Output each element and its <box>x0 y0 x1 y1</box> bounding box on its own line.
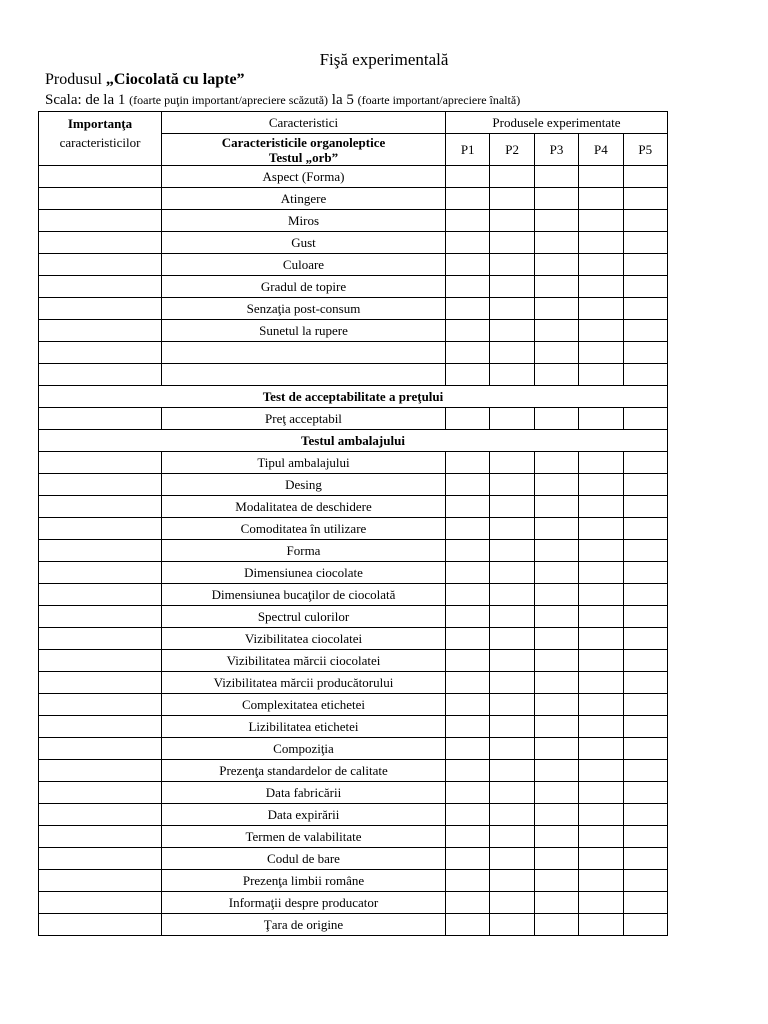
score-cell-p3[interactable] <box>534 166 578 188</box>
score-cell-p4[interactable] <box>579 826 623 848</box>
score-cell-p5[interactable] <box>623 562 667 584</box>
characteristic-label: Desing <box>162 474 446 496</box>
score-cell-p3[interactable] <box>534 628 578 650</box>
table-row <box>39 254 668 276</box>
score-cell-p2[interactable] <box>490 298 534 320</box>
importance-cell[interactable] <box>39 518 162 540</box>
score-cell-p4[interactable] <box>579 518 623 540</box>
score-cell-p5[interactable] <box>623 738 667 760</box>
score-cell-p3[interactable] <box>534 914 578 936</box>
score-cell-p4[interactable] <box>579 782 623 804</box>
score-cell-p4[interactable] <box>579 870 623 892</box>
score-cell-p1[interactable] <box>446 826 490 848</box>
score-cell-p5[interactable] <box>623 254 667 276</box>
characteristic-label: Miros <box>162 210 446 232</box>
score-cell-p1[interactable] <box>446 848 490 870</box>
table-row <box>39 914 668 936</box>
table-row <box>39 628 668 650</box>
importance-cell[interactable] <box>39 342 162 364</box>
table-row <box>39 342 668 364</box>
score-cell-p4[interactable] <box>579 188 623 210</box>
table-row <box>39 606 668 628</box>
score-cell-p5[interactable] <box>623 518 667 540</box>
price-section-row <box>39 386 668 408</box>
characteristic-label: Informaţii despre producator <box>162 892 446 914</box>
characteristic-label: Compoziţia <box>162 738 446 760</box>
score-cell-p5[interactable] <box>623 782 667 804</box>
characteristics-header: Caracteristici <box>162 112 446 134</box>
score-cell-p5[interactable] <box>623 342 667 364</box>
table-row <box>39 496 668 518</box>
score-cell-p1[interactable] <box>446 694 490 716</box>
importance-cell[interactable] <box>39 452 162 474</box>
score-cell-p2[interactable] <box>490 474 534 496</box>
score-cell-p1[interactable] <box>446 166 490 188</box>
score-cell-p4[interactable] <box>579 210 623 232</box>
characteristic-label: Atingere <box>162 188 446 210</box>
packaging-section-row <box>39 430 668 452</box>
table-row <box>39 298 668 320</box>
score-cell-p2[interactable] <box>490 518 534 540</box>
characteristic-label: Lizibilitatea etichetei <box>162 716 446 738</box>
score-cell-p1[interactable] <box>446 782 490 804</box>
importance-cell[interactable] <box>39 650 162 672</box>
evaluation-table-body <box>39 112 668 936</box>
score-cell-p5[interactable] <box>623 474 667 496</box>
importance-cell[interactable] <box>39 782 162 804</box>
score-cell-p2[interactable] <box>490 496 534 518</box>
table-row <box>39 584 668 606</box>
score-cell-p4[interactable] <box>579 628 623 650</box>
score-cell-p5[interactable] <box>623 540 667 562</box>
score-cell-p5[interactable] <box>623 804 667 826</box>
characteristic-label: Vizibilitatea mărcii ciocolatei <box>162 650 446 672</box>
score-cell-p3[interactable] <box>534 540 578 562</box>
score-cell-p3[interactable] <box>534 342 578 364</box>
importance-cell[interactable] <box>39 408 162 430</box>
score-cell-p5[interactable] <box>623 826 667 848</box>
table-row <box>39 232 668 254</box>
score-cell-p1[interactable] <box>446 188 490 210</box>
product-col-p2: P2 <box>490 134 534 166</box>
importance-cell[interactable] <box>39 716 162 738</box>
score-cell-p3[interactable] <box>534 276 578 298</box>
score-cell-p3[interactable] <box>534 298 578 320</box>
score-cell-p3[interactable] <box>534 782 578 804</box>
score-cell-p2[interactable] <box>490 760 534 782</box>
score-cell-p3[interactable] <box>534 584 578 606</box>
table-row <box>39 474 668 496</box>
importance-cell[interactable] <box>39 298 162 320</box>
score-cell-p2[interactable] <box>490 320 534 342</box>
score-cell-p1[interactable] <box>446 540 490 562</box>
table-row <box>39 870 668 892</box>
score-cell-p2[interactable] <box>490 254 534 276</box>
score-cell-p2[interactable] <box>490 716 534 738</box>
score-cell-p4[interactable] <box>579 716 623 738</box>
score-cell-p4[interactable] <box>579 738 623 760</box>
table-row <box>39 826 668 848</box>
score-cell-p1[interactable] <box>446 496 490 518</box>
score-cell-p5[interactable] <box>623 694 667 716</box>
score-cell-p5[interactable] <box>623 584 667 606</box>
score-cell-p1[interactable] <box>446 474 490 496</box>
product-name: „Ciocolată cu lapte” <box>105 71 245 88</box>
table-row <box>39 188 668 210</box>
importance-header-line2: caracteristicilor <box>59 135 141 150</box>
score-cell-p2[interactable] <box>490 694 534 716</box>
score-cell-p2[interactable] <box>490 188 534 210</box>
characteristic-label: Data expirării <box>162 804 446 826</box>
table-row <box>39 364 668 386</box>
score-cell-p2[interactable] <box>490 672 534 694</box>
score-cell-p5[interactable] <box>623 672 667 694</box>
score-cell-p1[interactable] <box>446 628 490 650</box>
score-cell-p4[interactable] <box>579 298 623 320</box>
score-cell-p5[interactable] <box>623 320 667 342</box>
score-cell-p2[interactable] <box>490 738 534 760</box>
score-cell-p2[interactable] <box>490 166 534 188</box>
score-cell-p1[interactable] <box>446 672 490 694</box>
score-cell-p3[interactable] <box>534 210 578 232</box>
table-row <box>39 782 668 804</box>
score-cell-p5[interactable] <box>623 848 667 870</box>
score-cell-p2[interactable] <box>490 276 534 298</box>
characteristic-label: Codul de bare <box>162 848 446 870</box>
score-cell-p4[interactable] <box>579 606 623 628</box>
characteristic-label: Gradul de topire <box>162 276 446 298</box>
score-cell-p4[interactable] <box>579 408 623 430</box>
score-cell-p4[interactable] <box>579 914 623 936</box>
score-cell-p5[interactable] <box>623 452 667 474</box>
score-cell-p2[interactable] <box>490 452 534 474</box>
table-row <box>39 848 668 870</box>
organoleptic-header <box>162 134 446 166</box>
score-cell-p4[interactable] <box>579 760 623 782</box>
table-row <box>39 562 668 584</box>
score-cell-p1[interactable] <box>446 562 490 584</box>
score-cell-p3[interactable] <box>534 694 578 716</box>
score-cell-p1[interactable] <box>446 760 490 782</box>
score-cell-p1[interactable] <box>446 518 490 540</box>
score-cell-p3[interactable] <box>534 562 578 584</box>
score-cell-p3[interactable] <box>534 892 578 914</box>
score-cell-p2[interactable] <box>490 826 534 848</box>
score-cell-p3[interactable] <box>534 518 578 540</box>
score-cell-p3[interactable] <box>534 738 578 760</box>
characteristic-label: Dimensiunea ciocolate <box>162 562 446 584</box>
score-cell-p5[interactable] <box>623 606 667 628</box>
characteristic-label <box>162 342 446 364</box>
table-row <box>39 276 668 298</box>
organoleptic-title: Caracteristicile organoleptice <box>221 135 386 150</box>
importance-cell[interactable] <box>39 914 162 936</box>
products-header: Produsele experimentate <box>446 112 668 134</box>
importance-cell[interactable] <box>39 848 162 870</box>
importance-cell[interactable] <box>39 166 162 188</box>
importance-cell[interactable] <box>39 254 162 276</box>
score-cell-p3[interactable] <box>534 760 578 782</box>
score-cell-p1[interactable] <box>446 210 490 232</box>
score-cell-p3[interactable] <box>534 188 578 210</box>
score-cell-p1[interactable] <box>446 342 490 364</box>
scale-line <box>45 92 520 109</box>
score-cell-p1[interactable] <box>446 408 490 430</box>
importance-cell[interactable] <box>39 694 162 716</box>
score-cell-p4[interactable] <box>579 650 623 672</box>
score-cell-p1[interactable] <box>446 892 490 914</box>
characteristic-label: Aspect (Forma) <box>162 166 446 188</box>
characteristic-label: Termen de valabilitate <box>162 826 446 848</box>
score-cell-p4[interactable] <box>579 452 623 474</box>
score-cell-p4[interactable] <box>579 320 623 342</box>
score-cell-p1[interactable] <box>446 232 490 254</box>
product-col-p5: P5 <box>623 134 667 166</box>
score-cell-p4[interactable] <box>579 254 623 276</box>
characteristic-label: Data fabricării <box>162 782 446 804</box>
score-cell-p3[interactable] <box>534 496 578 518</box>
importance-cell[interactable] <box>39 276 162 298</box>
score-cell-p1[interactable] <box>446 254 490 276</box>
score-cell-p5[interactable] <box>623 716 667 738</box>
characteristic-label: Forma <box>162 540 446 562</box>
score-cell-p4[interactable] <box>579 474 623 496</box>
importance-cell[interactable] <box>39 804 162 826</box>
importance-cell[interactable] <box>39 672 162 694</box>
score-cell-p4[interactable] <box>579 540 623 562</box>
score-cell-p2[interactable] <box>490 210 534 232</box>
scale-high-description: (foarte important/apreciere înaltă) <box>357 93 521 107</box>
score-cell-p5[interactable] <box>623 870 667 892</box>
score-cell-p3[interactable] <box>534 232 578 254</box>
score-cell-p5[interactable] <box>623 496 667 518</box>
importance-cell[interactable] <box>39 364 162 386</box>
importance-cell[interactable] <box>39 628 162 650</box>
score-cell-p4[interactable] <box>579 562 623 584</box>
score-cell-p1[interactable] <box>446 584 490 606</box>
scale-mid: la 5 <box>328 92 358 108</box>
characteristic-label: Vizibilitatea ciocolatei <box>162 628 446 650</box>
score-cell-p5[interactable] <box>623 188 667 210</box>
score-cell-p4[interactable] <box>579 584 623 606</box>
score-cell-p1[interactable] <box>446 804 490 826</box>
characteristic-label: Dimensiunea bucaţilor de ciocolată <box>162 584 446 606</box>
score-cell-p3[interactable] <box>534 320 578 342</box>
score-cell-p5[interactable] <box>623 760 667 782</box>
importance-cell[interactable] <box>39 232 162 254</box>
importance-cell[interactable] <box>39 496 162 518</box>
score-cell-p3[interactable] <box>534 870 578 892</box>
characteristic-label: Vizibilitatea mărcii producătorului <box>162 672 446 694</box>
characteristic-label: Senzaţia post-consum <box>162 298 446 320</box>
score-cell-p1[interactable] <box>446 452 490 474</box>
table-row <box>39 738 668 760</box>
score-cell-p3[interactable] <box>534 254 578 276</box>
score-cell-p4[interactable] <box>579 276 623 298</box>
table-row <box>39 518 668 540</box>
product-prefix: Produsul <box>45 71 106 88</box>
score-cell-p3[interactable] <box>534 804 578 826</box>
characteristic-label: Gust <box>162 232 446 254</box>
score-cell-p4[interactable] <box>579 496 623 518</box>
score-cell-p3[interactable] <box>534 716 578 738</box>
score-cell-p3[interactable] <box>534 826 578 848</box>
table-row <box>39 672 668 694</box>
score-cell-p4[interactable] <box>579 804 623 826</box>
characteristic-label: Culoare <box>162 254 446 276</box>
table-row <box>39 716 668 738</box>
table-row <box>39 540 668 562</box>
table-row <box>39 804 668 826</box>
importance-cell[interactable] <box>39 606 162 628</box>
score-cell-p2[interactable] <box>490 584 534 606</box>
score-cell-p5[interactable] <box>623 914 667 936</box>
table-row <box>39 452 668 474</box>
product-col-p4: P4 <box>579 134 623 166</box>
score-cell-p4[interactable] <box>579 166 623 188</box>
importance-cell[interactable] <box>39 738 162 760</box>
score-cell-p5[interactable] <box>623 364 667 386</box>
score-cell-p1[interactable] <box>446 298 490 320</box>
characteristic-label: Modalitatea de deschidere <box>162 496 446 518</box>
price-section-title: Test de acceptabilitate a preţului <box>39 386 668 408</box>
score-cell-p5[interactable] <box>623 210 667 232</box>
table-row <box>39 650 668 672</box>
product-line <box>45 71 245 89</box>
score-cell-p2[interactable] <box>490 892 534 914</box>
score-cell-p2[interactable] <box>490 870 534 892</box>
importance-cell[interactable] <box>39 540 162 562</box>
score-cell-p2[interactable] <box>490 914 534 936</box>
characteristic-label: Ţara de origine <box>162 914 446 936</box>
importance-cell[interactable] <box>39 210 162 232</box>
score-cell-p3[interactable] <box>534 672 578 694</box>
characteristic-label: Sunetul la rupere <box>162 320 446 342</box>
score-cell-p2[interactable] <box>490 540 534 562</box>
score-cell-p2[interactable] <box>490 562 534 584</box>
evaluation-table <box>38 111 668 936</box>
score-cell-p2[interactable] <box>490 364 534 386</box>
characteristic-label: Prezenţa limbii române <box>162 870 446 892</box>
table-row <box>39 892 668 914</box>
table-row <box>39 408 668 430</box>
table-row <box>39 210 668 232</box>
score-cell-p4[interactable] <box>579 672 623 694</box>
characteristic-label: Tipul ambalajului <box>162 452 446 474</box>
score-cell-p5[interactable] <box>623 892 667 914</box>
score-cell-p5[interactable] <box>623 298 667 320</box>
score-cell-p1[interactable] <box>446 914 490 936</box>
score-cell-p1[interactable] <box>446 650 490 672</box>
importance-cell[interactable] <box>39 760 162 782</box>
table-row <box>39 760 668 782</box>
score-cell-p3[interactable] <box>534 474 578 496</box>
score-cell-p1[interactable] <box>446 716 490 738</box>
sheet-title: Fişă experimentală <box>319 50 449 69</box>
score-cell-p2[interactable] <box>490 650 534 672</box>
score-cell-p3[interactable] <box>534 650 578 672</box>
score-cell-p2[interactable] <box>490 628 534 650</box>
score-cell-p4[interactable] <box>579 364 623 386</box>
importance-cell[interactable] <box>39 584 162 606</box>
importance-header-line1: Importanţa <box>67 116 133 131</box>
importance-cell[interactable] <box>39 892 162 914</box>
score-cell-p4[interactable] <box>579 342 623 364</box>
characteristic-label: Complexitatea etichetei <box>162 694 446 716</box>
characteristic-label <box>162 364 446 386</box>
score-cell-p5[interactable] <box>623 628 667 650</box>
scale-prefix: Scala: de la 1 <box>45 92 130 108</box>
importance-header <box>39 112 162 166</box>
score-cell-p1[interactable] <box>446 276 490 298</box>
score-cell-p3[interactable] <box>534 452 578 474</box>
importance-cell[interactable] <box>39 188 162 210</box>
score-cell-p2[interactable] <box>490 342 534 364</box>
product-col-p3: P3 <box>534 134 578 166</box>
importance-cell[interactable] <box>39 562 162 584</box>
packaging-section-title: Testul ambalajului <box>39 430 668 452</box>
score-cell-p1[interactable] <box>446 870 490 892</box>
characteristic-label: Prezenţa standardelor de calitate <box>162 760 446 782</box>
table-row <box>39 694 668 716</box>
score-cell-p4[interactable] <box>579 848 623 870</box>
importance-cell[interactable] <box>39 320 162 342</box>
score-cell-p3[interactable] <box>534 364 578 386</box>
score-cell-p1[interactable] <box>446 364 490 386</box>
score-cell-p4[interactable] <box>579 892 623 914</box>
score-cell-p3[interactable] <box>534 606 578 628</box>
product-col-p1: P1 <box>446 134 490 166</box>
score-cell-p1[interactable] <box>446 738 490 760</box>
scale-low-description: (foarte puţin important/apreciere scăzută) <box>129 93 329 107</box>
score-cell-p4[interactable] <box>579 232 623 254</box>
characteristic-label: Comoditatea în utilizare <box>162 518 446 540</box>
importance-cell[interactable] <box>39 474 162 496</box>
score-cell-p5[interactable] <box>623 276 667 298</box>
table-row <box>39 166 668 188</box>
score-cell-p5[interactable] <box>623 408 667 430</box>
importance-cell[interactable] <box>39 826 162 848</box>
score-cell-p3[interactable] <box>534 408 578 430</box>
score-cell-p4[interactable] <box>579 694 623 716</box>
score-cell-p3[interactable] <box>534 848 578 870</box>
score-cell-p2[interactable] <box>490 848 534 870</box>
score-cell-p2[interactable] <box>490 782 534 804</box>
score-cell-p5[interactable] <box>623 232 667 254</box>
characteristic-label: Preţ acceptabil <box>162 408 446 430</box>
score-cell-p5[interactable] <box>623 166 667 188</box>
score-cell-p2[interactable] <box>490 804 534 826</box>
score-cell-p5[interactable] <box>623 650 667 672</box>
organoleptic-subtitle: Testul „orb” <box>268 150 339 165</box>
score-cell-p2[interactable] <box>490 606 534 628</box>
score-cell-p2[interactable] <box>490 408 534 430</box>
importance-cell[interactable] <box>39 870 162 892</box>
score-cell-p1[interactable] <box>446 606 490 628</box>
score-cell-p1[interactable] <box>446 320 490 342</box>
table-row <box>39 320 668 342</box>
characteristic-label: Spectrul culorilor <box>162 606 446 628</box>
score-cell-p2[interactable] <box>490 232 534 254</box>
